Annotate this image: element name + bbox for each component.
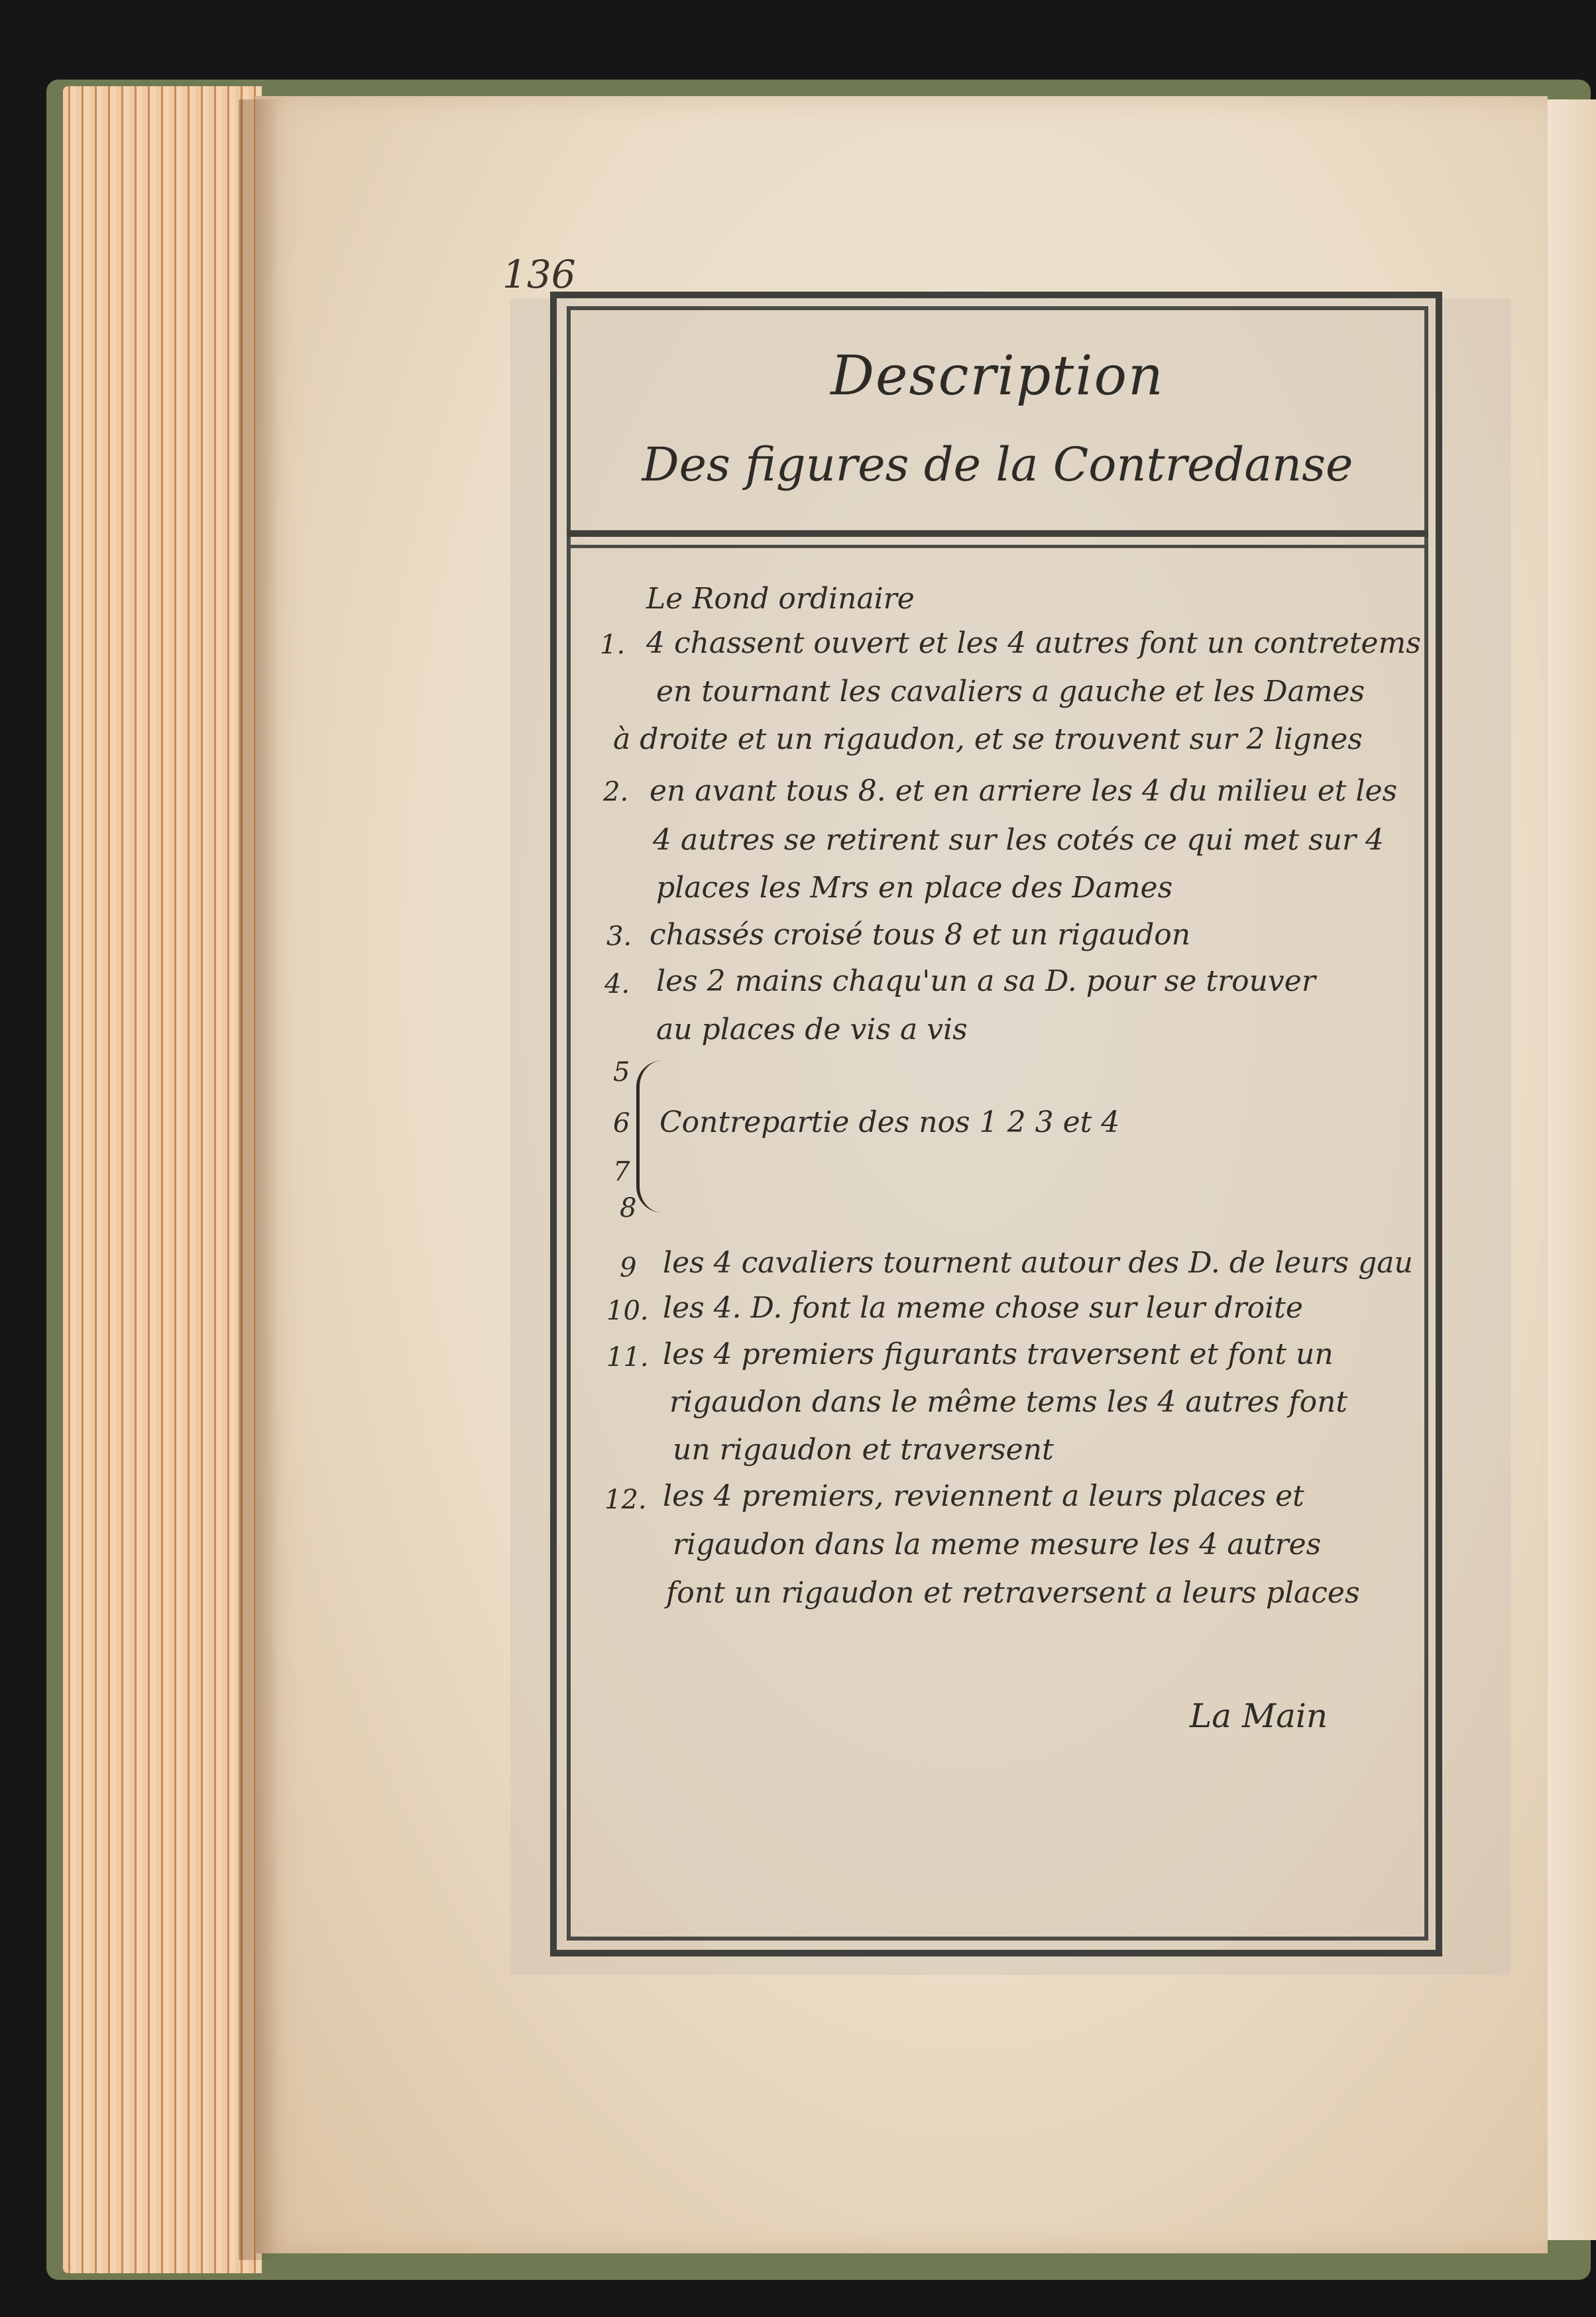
figure-number: 6 — [613, 1108, 630, 1139]
figure-number: 1. — [600, 630, 626, 660]
figure-number: 12. — [604, 1485, 647, 1515]
figure-line: les 4 premiers figurants traversent et font un — [663, 1337, 1334, 1371]
figure-line: les 4 cavaliers tournent autour des D. de leurs gau — [663, 1246, 1413, 1280]
title-divider-thin — [567, 545, 1428, 548]
figure-line: un rigaudon et traversent — [673, 1433, 1054, 1467]
page-number: 136 — [502, 252, 576, 297]
figure-line: 4 autres se retirent sur les cotés ce qui met sur 4 — [653, 823, 1385, 857]
figure-number: 3. — [606, 921, 632, 952]
figure-number: 8 — [620, 1193, 637, 1223]
contrepartie-text: Contrepartie des nos 1 2 3 et 4 — [659, 1105, 1120, 1139]
figure-line: au places de vis a vis — [656, 1013, 968, 1046]
figure-line: en tournant les cavaliers a gauche et les Dames — [656, 675, 1365, 708]
figure-line: font un rigaudon et retraversent a leurs places — [666, 1576, 1360, 1610]
figure-line: rigaudon dans le même tems les 4 autres font — [669, 1385, 1348, 1419]
figure-number: 2. — [603, 777, 629, 807]
figure-line: places les Mrs en place des Dames — [656, 871, 1173, 905]
figure-line: en avant tous 8. et en arriere les 4 du milieu et les — [650, 774, 1398, 808]
figure-line: rigaudon dans la meme mesure les 4 autres — [673, 1528, 1322, 1561]
title-divider — [567, 530, 1428, 537]
figure-line: à droite et un rigaudon, et se trouvent sur 2 lignes — [613, 722, 1363, 756]
figure-number: 7 — [613, 1157, 630, 1187]
figure-line: 4 chassent ouvert et les 4 autres font un contretems — [646, 626, 1421, 660]
title-description: Description — [830, 345, 1165, 408]
figure-line: les 4 premiers, reviennent a leurs places et — [663, 1479, 1304, 1513]
signature: La Main — [1190, 1697, 1328, 1735]
page-edges — [63, 86, 262, 2273]
figure-line: les 4. D. font la meme chose sur leur droite — [663, 1291, 1303, 1325]
section-heading: Le Rond ordinaire — [646, 582, 915, 616]
figure-line: chassés croisé tous 8 et un rigaudon — [650, 918, 1191, 952]
gutter-shadow — [239, 99, 278, 2260]
figure-number: 5 — [613, 1057, 630, 1088]
figure-line: les 2 mains chaqu'un a sa D. pour se trouver — [656, 964, 1316, 998]
figure-number: 9 — [620, 1253, 637, 1283]
figure-number: 10. — [606, 1296, 649, 1326]
figure-number: 4. — [604, 969, 630, 999]
figure-number: 11. — [606, 1342, 649, 1373]
title-subtitle: Des figures de la Contredanse — [642, 437, 1353, 492]
